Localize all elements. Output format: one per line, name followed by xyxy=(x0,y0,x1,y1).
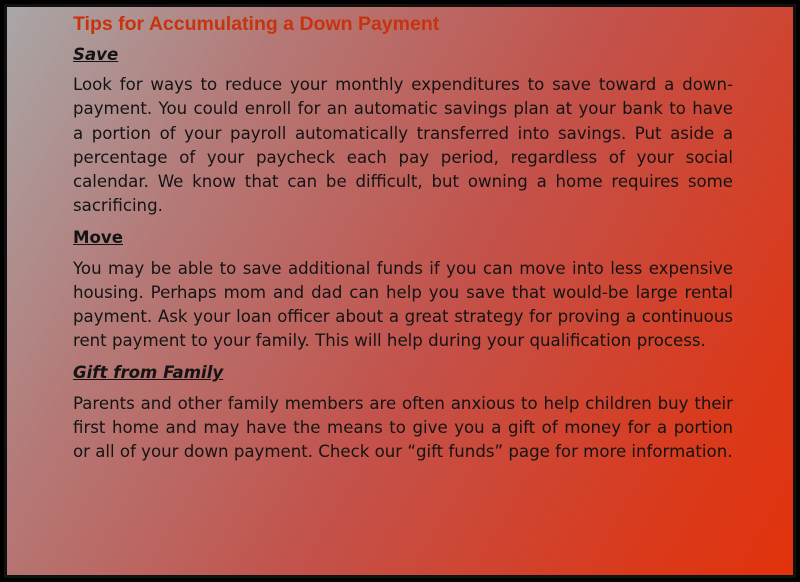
page-title: Tips for Accumulating a Down Payment xyxy=(73,13,440,35)
section-text-save: Look for ways to reduce your monthly expenditures to save toward a down-payment. You could enroll for an automatic savings plan at your bank to have a portion of your payroll automatically transferred into savings. Put aside a percentage of your paycheck each pay period, regardless of your social calendar. We know that can be difficult, but owning a home requires some sacrificing. xyxy=(73,75,733,216)
section-gift-from-family xyxy=(73,361,733,464)
section-text-move: You may be able to save additional funds if you can move into less expensive housing. Perhaps mom and dad can help you save that would-be large rental payment. Ask your loan officer about a great strategy for proving a continuous rent payment to your family. This will help during your qualification process. xyxy=(73,258,733,351)
down-payment-tips-card xyxy=(4,4,796,578)
section-text-gift-from-family: Parents and other family members are often anxious to help children buy their first home and may have the means to give you a gift of money for a portion or all of your down payment. Check our “gift funds” page for more information. xyxy=(73,393,733,462)
section-heading-save: Save xyxy=(73,45,119,64)
section-move xyxy=(73,226,733,353)
section-save xyxy=(73,43,733,218)
section-heading-gift-from-family: Gift from Family xyxy=(73,363,224,383)
tips-content xyxy=(73,43,733,472)
section-heading-move: Move xyxy=(73,228,123,248)
